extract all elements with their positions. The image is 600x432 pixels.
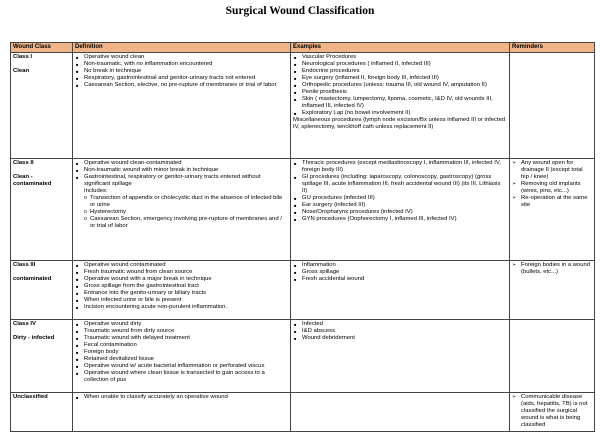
- list-item: ■ Fresh accidental wound: [293, 276, 507, 283]
- wound-class-cell: [11, 320, 73, 393]
- list-item: ■ Retained devitalized tissue: [75, 356, 288, 363]
- wound-class-subtitle: Clean: [13, 68, 30, 74]
- wound-class-subtitle: Clean - contaminated: [13, 174, 52, 187]
- header-definition: Definition: [73, 43, 291, 53]
- list-item: ■ Fresh traumatic wound from clean source: [75, 269, 288, 276]
- wound-class-subtitle: contaminated: [13, 276, 52, 282]
- list-item: ■ Operative wound where clean tissue is transected to gain access to a collection of pus: [75, 370, 288, 384]
- definition-cell: [73, 393, 291, 432]
- list-item: ■ Gross spillage: [293, 269, 507, 276]
- list-item: ➢ Any wound open for drainage II (except total hip / knee): [512, 160, 592, 181]
- wound-class-cell: [11, 53, 73, 159]
- list-item: ■ GYN procedures (Oophorectomy I, inflamed III, infected IV): [293, 216, 507, 223]
- reminders-cell: [510, 53, 595, 159]
- reminders-cell: [510, 261, 595, 320]
- list-item: ■ I&D abscess: [293, 328, 507, 335]
- reminders-cell: [510, 393, 595, 432]
- list-item: ■ Incision encountering acute non-purulent inflammation.: [75, 304, 288, 311]
- examples-cell: [291, 320, 510, 393]
- list-item: ■ Foreign body: [75, 349, 288, 356]
- wound-class-label: Class I: [13, 54, 32, 60]
- reminders-list: [512, 394, 592, 429]
- wound-class-label: Class III: [13, 262, 36, 268]
- list-item: ■ GI procedures (including: laparoscopy, colonoscopy, gastroscopy) (gross spillage III, acute inflammation III, fresh accidental wound III) (its III, Lithiasis II): [293, 174, 507, 195]
- list-item: ■ Operative wound clean-contaminated: [75, 160, 288, 167]
- list-item: ■ Inflammation: [293, 262, 507, 269]
- list-item: o Hysterectomy: [75, 209, 288, 216]
- list-item: ■ Traumatic wound from dirty source: [75, 328, 288, 335]
- definition-list: [75, 321, 288, 384]
- list-item: ■ Operative wound with a major break in technique: [75, 276, 288, 283]
- list-item: ■ Nose/Oropharynx procedures (infected IV): [293, 209, 507, 216]
- definition-list: [75, 54, 288, 89]
- list-item: ■ Operative wound dirty: [75, 321, 288, 328]
- document-title: Surgical Wound Classification: [225, 5, 375, 17]
- definition-list: [75, 262, 288, 311]
- table-row: [11, 159, 595, 261]
- list-item: ■ Operative wound contaminated: [75, 262, 288, 269]
- list-item: Includes:: [84, 188, 108, 194]
- list-item: ■ Exploratory Lap (no bowel involvement II): [293, 110, 507, 117]
- examples-cell: [291, 393, 510, 432]
- wound-class-cell: [11, 261, 73, 320]
- list-item: ■ When infected urine or bile is present: [75, 297, 288, 304]
- reminders-cell: [510, 159, 595, 261]
- list-item: ■ Non-traumatic wound with minor break in technique: [75, 167, 288, 174]
- list-item: ■ Caesarean Section, elective, no pre-rupture of membranes or trial of labor: [75, 82, 288, 89]
- list-item: o Caesarean Section, emergency involving pre-rupture of membranes and / or trial of labor: [75, 216, 288, 230]
- wound-class-label: Class II: [13, 160, 34, 166]
- definition-cell: [73, 320, 291, 393]
- examples-cell: [291, 159, 510, 261]
- list-item: ■ Eye surgery (inflamed II, foreign body III, infected III): [293, 75, 507, 82]
- list-item: ■ Endocrine procedures: [293, 68, 507, 75]
- list-item: Miscellaneous procedures (lymph node excision/Bx unless inflamed III or infected IV, splenectomy, tenckhoff cath unless replacement II): [293, 117, 506, 130]
- examples-list: [293, 321, 507, 342]
- definition-cell: [73, 159, 291, 261]
- list-item: ■ Operative wound clean: [75, 54, 288, 61]
- examples-cell: [291, 261, 510, 320]
- list-item: ■ Orthopedic procedures (unless: trauma III, old wound IV, amputation II): [293, 82, 507, 89]
- reminders-list: [512, 160, 592, 209]
- list-item: ■ Traumatic wound with delayed treatment: [75, 335, 288, 342]
- list-item: ■ When unable to classify accurately an operative wound: [75, 394, 288, 401]
- wound-class-cell: [11, 393, 73, 432]
- list-item: ■ Wound debridement: [293, 335, 507, 342]
- list-item: ■ No break in technique: [75, 68, 288, 75]
- definition-cell: [73, 261, 291, 320]
- wound-class-cell: [11, 159, 73, 261]
- list-item: ■ Operative wound w/ acute bacterial inflammation or perforated viscus: [75, 363, 288, 370]
- examples-list: [293, 160, 507, 223]
- list-item: ■ Entrance into the genito-urinary or biliary tracts: [75, 290, 288, 297]
- examples-list: [293, 262, 507, 283]
- definition-list: [75, 160, 288, 230]
- list-item: ➢ Communicable disease (aids, hepatitis, TB) is not classified the surgical wound is what is being classified: [512, 394, 592, 429]
- list-item: ■ Respiratory, gastrointestinal and genitor-urinary tracts not entered: [75, 75, 288, 82]
- examples-list: [293, 54, 507, 131]
- definition-list: [75, 394, 288, 401]
- list-item: ■ Fecal contamination: [75, 342, 288, 349]
- list-item: ■ Skin ( mastectomy, lumpectomy, lipoma, cosmetic, I&D IV, old wounds III, inflamed III, infected IV): [293, 96, 507, 110]
- list-item: ■ Gastrointestinal, respiratory or genitor-urinary tracts entered without significant spillage: [75, 174, 288, 188]
- list-item: ■ Neurological procedures ( inflamed II, infected III): [293, 61, 507, 68]
- list-item: ■ Vascular Procedures: [293, 54, 507, 61]
- header-examples: Examples: [291, 43, 510, 53]
- reminders-cell: [510, 320, 595, 393]
- header-reminders: Reminders: [510, 43, 595, 53]
- table-row: [11, 393, 595, 432]
- table-row: [11, 261, 595, 320]
- wound-class-label: Unclassified: [13, 394, 48, 400]
- list-item: o Transection of appendix or cholecystic duct in the absence of infected bile or urine: [75, 195, 288, 209]
- list-item: ■ GU procedures (infected III): [293, 195, 507, 202]
- wound-class-subtitle: Dirty - infected: [13, 335, 55, 341]
- list-item: ■ Ear surgery (infected III): [293, 202, 507, 209]
- definition-cell: [73, 53, 291, 159]
- list-item: ■ Penile prosthesis: [293, 89, 507, 96]
- table-row: [11, 53, 595, 159]
- list-item: ■ Thoracic procedures (except mediastinoscopy I, inflammation III, infected IV, foreign body III): [293, 160, 507, 174]
- header-wound-class: Wound Class: [11, 43, 73, 53]
- list-item: ■ Gross spillage from the gastrointestinal tract: [75, 283, 288, 290]
- list-item: ■ Infected: [293, 321, 507, 328]
- examples-cell: [291, 53, 510, 159]
- table-header-row: [11, 43, 595, 53]
- wound-class-label: Class IV: [13, 321, 36, 327]
- wound-classification-table: [10, 42, 595, 432]
- reminders-list: [512, 262, 592, 276]
- list-item: ■ Non-traumatic, with no inflammation encountered: [75, 61, 288, 68]
- list-item: ➢ Foreign bodies in a wound (bullets, etc...): [512, 262, 592, 276]
- table-row: [11, 320, 595, 393]
- list-item: ➢ Re-operation at the same site: [512, 195, 592, 209]
- list-item: ➢ Removing old implants (wires, pins, etc...): [512, 181, 592, 195]
